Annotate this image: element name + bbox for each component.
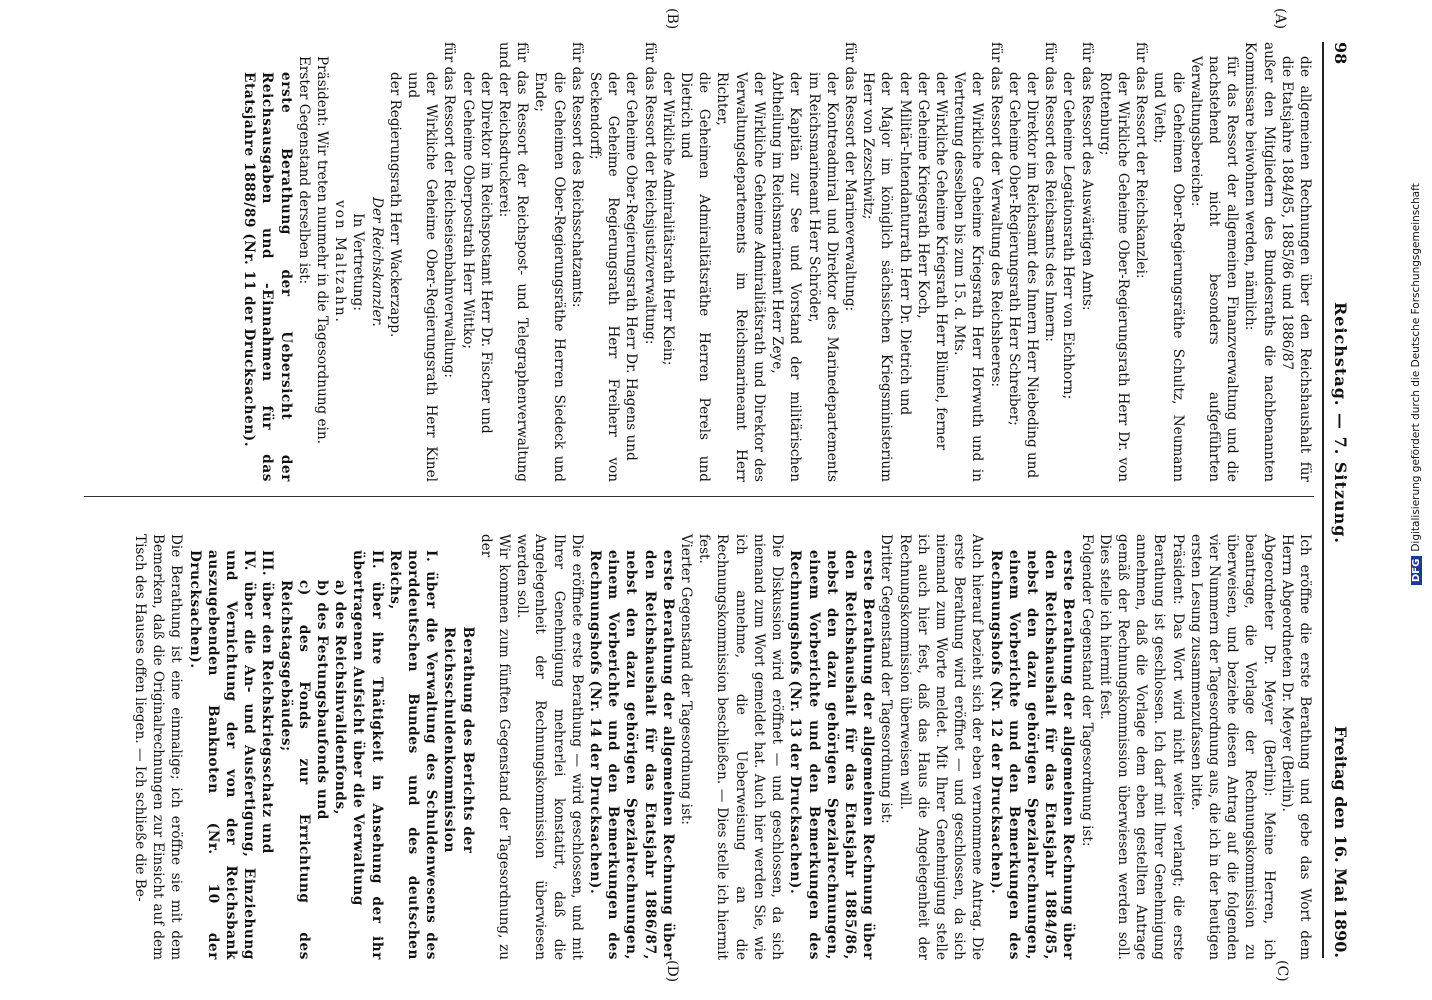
agenda-item: erste Berathung der allgemeinen Rechnung über den Reichshaushalt für das Etatsjahr 1886/87, nebst den dazu gehörigen Spezialrechnungen, einem Vorberichte und den Bemerkungen des Rechnungshofs (Nr. 14 der Drucksachen). [587,550,676,960]
paragraph: für das Ressort des Reichsschatzamts: [568,42,585,308]
right-column [131,520,1314,960]
paragraph: die Geheimen Admiralitätsräthe Herren Perels und Dietrich und [678,72,713,482]
paragraph: außer den Mitgliedern des Bundesraths die nachbenannten Kommissare beiwohnen werden, nämlich: [1242,42,1277,482]
paragraph: für das Ressort des Reichsamts des Innern: [1042,42,1059,342]
paragraph: Die Berathung ist eine einmalige; ich eröffne sie mit dem Bemerken, daß die Originalrechnungen zur Einsicht auf dem Tisch des Hauses offen liegen. — Ich schließe die Be- [132,534,185,960]
paragraph: für das Ressort der Verwaltung des Reichsheeres: [987,42,1004,388]
page-number: 98 [1331,42,1350,65]
margin-letter-b: (B) [664,8,680,30]
footer-text: Digitalisierung gefördert durch die Deutsche Forschungsgemeinschaft [1410,183,1422,552]
paragraph: für das Ressort der Reichskanzlei: [1133,42,1150,279]
paragraph: der Geheime Ober-Regierungsrath Herr Dr. Hagens und [623,72,640,461]
signature-name: von Maltzahn. [332,200,349,324]
paragraph: für das Ressort der Reichseisenbahnverwaltung: [441,42,458,378]
paragraph: der Geheime Kriegsrath Herr Koch, [914,72,931,319]
paragraph: der Wirkliche Geheime Ober-Regierungsrath Herr Kinel und [405,72,440,482]
list-item: II. über ihre Thätigkeit in Ansehung der ihr übertragenen Aufsicht über die Verwaltung [350,550,385,960]
paragraph: der Geheime Oberpostrath Herr Wittko; [459,72,476,349]
paragraph: Dritter Gegenstand der Tagesordnung ist: [878,534,895,824]
margin-letter-d: (D) [664,960,680,983]
paragraph: der Wirkliche Geheime Kriegsrath Herr Horwuth und in Vertretung desselben bis zum 15. d. Mts. [951,72,986,482]
running-header [1322,42,1350,958]
signature-line: In Vertretung: [350,213,367,311]
paragraph: der Geheime Regierungsrath Herr Freiherr von Seckendorff; [587,72,622,482]
paragraph: die Geheimen Ober-Regierungsräthe Herren Siedeck und Ende; [532,72,567,482]
paragraph: der Direktor im Reichsamt des Innern Herr Niebeding und [1023,72,1040,479]
section-heading: Berathung des Berichts der Reichsschuldenkommission [441,626,476,854]
column-divider [84,496,1314,497]
paragraph: Vierter Gegenstand der Tagesordnung ist: [678,534,695,825]
paragraph: der Wirkliche Geheime Ober-Regierungsrath Herr Dr. von Rottenburg; [1096,72,1131,482]
list-item: a) des Reichsinvalidenfonds, [332,580,349,816]
paragraph: für das Ressort der allgemeinen Finanzverwaltung und die nachstehend nicht besonders aufgeführten Verwaltungsbereiche: [1187,56,1241,482]
margin-letter-c: (C) [1274,960,1290,982]
paragraph: für das Ressort der Marineverwaltung: [841,42,858,312]
dfg-logo: DFG [1411,556,1422,585]
paragraph: für das Ressort der Reichspost- und Telegraphenverwaltung und der Reichsdruckerei: [496,42,531,482]
paragraph: die allgemeinen Rechnungen über den Reichshaushalt für die Etatsjahre 1884/85, 1885/86 und 1886/87 [1278,56,1313,482]
paragraph: der Kontreadmiral und Direktor des Marinedepartements im Reichsmarineamt Herr Schröder, [805,72,840,482]
digitization-footer [1410,175,1428,585]
paragraph: der Militär-Intendanturrath Herr Dr. Dietrich und [896,72,913,416]
list-item: c) des Fonds zur Errichtung des Reichstagsgebäudes; [277,580,312,960]
paragraph: Präsident: Das Wort wird nicht weiter verlangt; die erste Berathung ist geschlossen. Ich darf mit Ihrer Genehmigung annehmen, daß die Vorlage dem eben gestellten Antrage gemäß der Rechnungskommission überwiesen werden soll. Dies stelle ich hiermit fest. [1096,534,1186,960]
paragraph: der Wirkliche Geheime Admiralitätsrath und Direktor des Verwaltungsdepartements im Reichsmarineamt Herr Richter, [714,72,767,482]
list-item: b) des Festungsbaufonds und [314,580,331,820]
paragraph: Präsident: Wir treten nunmehr in die Tagesordnung ein. [314,56,331,445]
paragraph: für das Ressort der Reichsjustizverwaltung: [641,42,658,345]
paragraph: der Geheime Ober-Regierungsrath Herr Schreiber; [1005,72,1022,426]
list-item: I. über die Verwaltung des Schuldenwesens des norddeutschen Bundes und des deutschen Reichs, [386,550,440,960]
list-item: IV. über die An- und Ausfertigung, Einziehung und Vernichtung der von der Reichsbank auszugebenden Banknoten (Nr. 10 der Drucksachen). [186,550,258,960]
agenda-item: erste Berathung der Uebersicht der Reichsausgaben und -Einnahmen für das Etatsjahre 1888/89 (Nr. 11 der Drucksachen). [241,72,294,482]
paragraph: Wir kommen zum fünften Gegenstand der Tagesordnung, zu der [477,534,513,960]
paragraph: der Kapitän zur See und Vorstand der militärischen Abtheilung im Reichsmarineamt Herr Zeye, [769,72,804,482]
paragraph: Ich eröffne die erste Berathung und gebe das Wort dem Herrn Abgeordneten Dr. Meyer (Berlin). [1278,534,1313,960]
paragraph: Die eröffnete erste Berathung — wird geschlossen, und mit Ihrer Genehmigung mehrerlei konstatirt, daß die Angelegenheit der Rechnungskommission überwiesen werden soll. [514,534,585,960]
paragraph: Abgeordneter Dr. Meyer (Berlin): Meine Herren, ich beantrage, die Vorlage der Rechnungskommission zu überweisen, und beziehe diesen Antrag auf die folgenden vier Nummern der Tagesordnung aus, die ich in der heutigen ersten Lesung zusammenzufassen bitte. [1187,534,1277,960]
paragraph: Folgender Gegenstand der Tagesordnung ist: [1078,534,1095,847]
paragraph: der Direktor im Reichspostamt Herr Dr. Fischer und [477,72,494,434]
agenda-item: erste Berathung der allgemeinen Rechnung über den Reichshaushalt für das Etatsjahr 1885/86, nebst den dazu gehörigen Spezialrechnungen, einem Vorberichte und den Bemerkungen des Rechnungshofs (Nr. 13 der Drucksachen). [787,550,877,960]
paragraph: Die Diskussion wird eröffnet — und geschlossen, da sich niemand zum Wort gemeldet hat. Auch hier werden Sie, wie ich annehme, die Ueberweisung an die Rechnungskommission beschließen. — Dies stelle ich hiermit fest. [696,534,786,960]
paragraph: der Regierungsrath Herr Wackerzapp. [386,72,403,338]
paragraph: Auch hierauf bezieht sich der eben vernommene Antrag. Die erste Berathung wird eröffnet — und geschlossen, da sich niemand zum Worte meldet. Mit Ihrer Genehmigung stelle ich auch hier fest, daß das Haus die Angelegenheit der Rechnungskommission überweisen will. [896,534,986,960]
paragraph: der Major im königlich sächsischen Kriegsministerium Herr von Zezschwitz; [860,72,895,482]
left-column [240,42,1314,482]
signature-title: Der Reichskanzler. [368,197,385,327]
paragraph: Erster Gegenstand derselben ist: [295,56,312,285]
paragraph: der Geheime Legationsrath Herr von Eichhorn; [1060,72,1077,400]
agenda-item: erste Berathung der allgemeinen Rechnung über den Reichshaushalt für das Etatsjahr 1884/85, nebst den dazu gehörigen Spezialrechnungen, einem Vorberichte und den Bemerkungen des Rechnungshofs (Nr. 12 der Drucksachen). [987,550,1077,960]
paragraph: die Geheimen Ober-Regierungsräthe Schultz, Neumann und Vieth; [1151,72,1186,482]
paragraph: für das Ressort des Auswärtigen Amts: [1078,42,1095,311]
paragraph: der Wirkliche Admiralitätsrath Herr Klein; [659,72,676,366]
list-item: III. über den Reichskriegsschatz und [259,550,276,854]
paragraph: der Wirkliche Geheime Kriegsrath Herr Blümel, ferner [932,72,949,451]
session-date: Freitag den 16. Mai 1890. [1331,725,1350,958]
margin-letter-a: (A) [1272,8,1288,30]
running-title: Reichstag. — 7. Sitzung. [1331,302,1350,544]
